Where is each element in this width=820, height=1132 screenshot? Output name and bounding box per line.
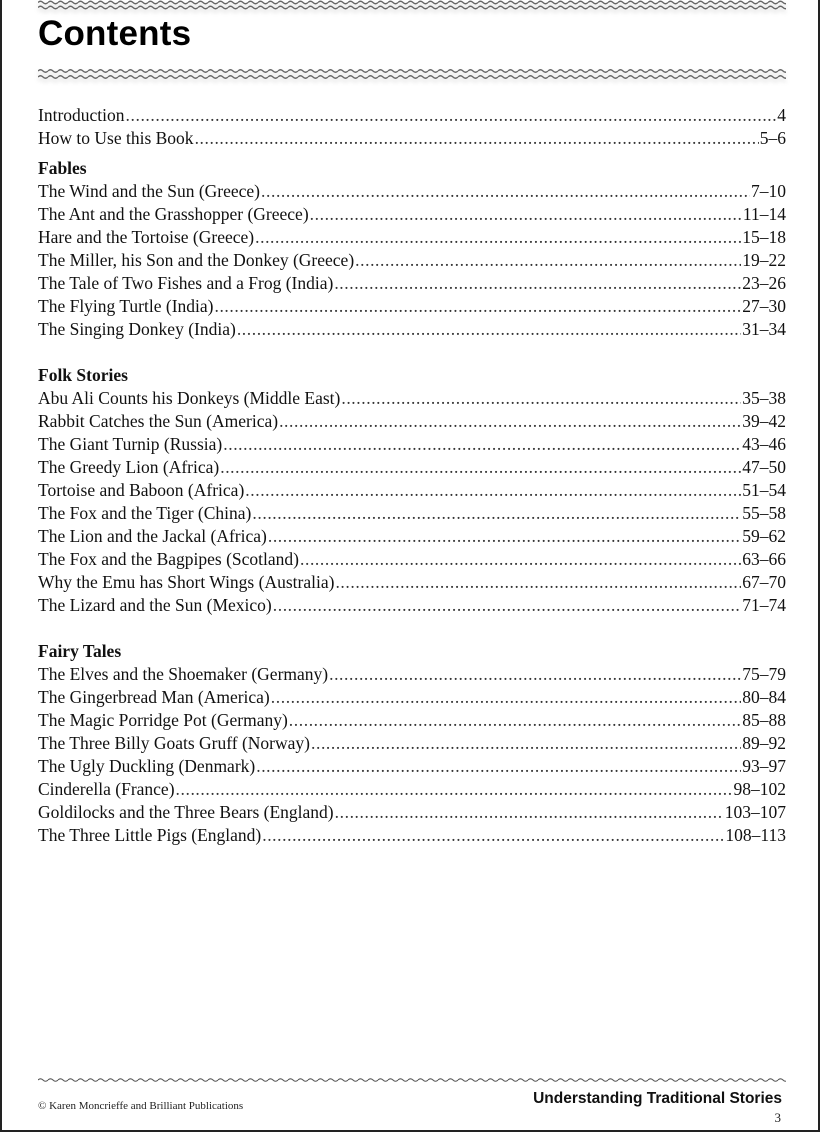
toc-entry-label: Hare and the Tortoise (Greece) xyxy=(38,227,255,247)
dot-leader xyxy=(220,456,741,479)
toc-entry[interactable] xyxy=(38,249,786,272)
toc-entry-label: The Magic Porridge Pot (Germany) xyxy=(38,710,288,730)
toc-entry[interactable] xyxy=(38,479,786,502)
toc-entry-pages: 103–107 xyxy=(724,802,786,822)
toc-entry[interactable] xyxy=(38,203,786,226)
toc-entry[interactable] xyxy=(38,387,786,410)
toc-entry[interactable] xyxy=(38,410,786,433)
dot-leader xyxy=(279,410,741,433)
toc-entry-pages: 63–66 xyxy=(742,549,786,569)
title-wavy-divider xyxy=(38,68,786,76)
dot-leader xyxy=(271,686,741,709)
toc-entry[interactable] xyxy=(38,824,786,847)
dot-leader xyxy=(255,226,741,249)
toc-entry-pages: 39–42 xyxy=(742,411,786,431)
copyright-notice: © Karen Moncrieffe and Brilliant Publications xyxy=(38,1100,244,1112)
dot-leader xyxy=(245,479,741,502)
toc-entry-pages: 98–102 xyxy=(733,779,786,799)
footer-wavy-divider xyxy=(38,1077,786,1085)
toc-entry-label: The Giant Turnip (Russia) xyxy=(38,434,223,454)
table-of-contents xyxy=(38,104,786,847)
dot-leader xyxy=(311,732,741,755)
toc-entry-label: The Greedy Lion (Africa) xyxy=(38,457,220,477)
dot-leader xyxy=(300,548,741,571)
toc-entry-label: The Three Little Pigs (England) xyxy=(38,825,262,845)
toc-entry-label: The Miller, his Son and the Donkey (Greece) xyxy=(38,250,355,270)
toc-entry-pages: 80–84 xyxy=(742,687,786,707)
toc-entry[interactable] xyxy=(38,548,786,571)
toc-entry-label: The Three Billy Goats Gruff (Norway) xyxy=(38,733,310,753)
dot-leader xyxy=(262,824,724,847)
toc-entry-label: The Singing Donkey (India) xyxy=(38,319,236,339)
dot-leader xyxy=(273,594,742,617)
toc-entry-pages: 35–38 xyxy=(742,388,786,408)
toc-entry[interactable] xyxy=(38,709,786,732)
toc-entry-pages: 4 xyxy=(777,105,786,125)
toc-entry-label: Cinderella (France) xyxy=(38,779,175,799)
toc-entry-introduction[interactable] xyxy=(38,104,786,127)
toc-entry[interactable] xyxy=(38,295,786,318)
dot-leader xyxy=(214,295,741,318)
toc-entry-how-to-use[interactable] xyxy=(38,127,786,150)
toc-entry-label: The Tale of Two Fishes and a Frog (India) xyxy=(38,273,334,293)
toc-entry-label: Abu Ali Counts his Donkeys (Middle East) xyxy=(38,388,341,408)
toc-entry[interactable] xyxy=(38,433,786,456)
toc-entry-pages: 108–113 xyxy=(725,825,786,845)
toc-entry-label: The Lion and the Jackal (Africa) xyxy=(38,526,267,546)
toc-entry-label: Tortoise and Baboon (Africa) xyxy=(38,480,245,500)
section-heading-fables: Fables xyxy=(38,158,87,178)
toc-entry[interactable] xyxy=(38,778,786,801)
toc-entry[interactable] xyxy=(38,318,786,341)
top-wavy-divider xyxy=(38,0,786,8)
toc-entry-pages: 89–92 xyxy=(742,733,786,753)
toc-entry-label: The Flying Turtle (India) xyxy=(38,296,214,316)
toc-entry-pages: 5–6 xyxy=(759,128,786,148)
toc-entry[interactable] xyxy=(38,663,786,686)
toc-entry-pages: 11–14 xyxy=(742,204,786,224)
toc-entry[interactable] xyxy=(38,456,786,479)
toc-entry[interactable] xyxy=(38,272,786,295)
toc-entry-label: The Fox and the Bagpipes (Scotland) xyxy=(38,549,299,569)
toc-entry-pages: 15–18 xyxy=(742,227,786,247)
toc-entry[interactable] xyxy=(38,525,786,548)
toc-entry-pages: 7–10 xyxy=(751,181,786,201)
toc-entry-pages: 31–34 xyxy=(742,319,786,339)
toc-entry-pages: 51–54 xyxy=(742,480,786,500)
toc-entry-pages: 71–74 xyxy=(742,595,786,615)
toc-entry-label: Why the Emu has Short Wings (Australia) xyxy=(38,572,335,592)
toc-entry-label: The Wind and the Sun (Greece) xyxy=(38,181,261,201)
page-number: 3 xyxy=(774,1110,781,1125)
toc-entry-pages: 93–97 xyxy=(742,756,786,776)
toc-entry[interactable] xyxy=(38,571,786,594)
dot-leader xyxy=(335,801,724,824)
toc-entry[interactable] xyxy=(38,226,786,249)
dot-leader xyxy=(237,318,741,341)
dot-leader xyxy=(329,663,741,686)
toc-entry-pages: 23–26 xyxy=(742,273,786,293)
toc-entry-label: Goldilocks and the Three Bears (England) xyxy=(38,802,334,822)
toc-entry-label: The Lizard and the Sun (Mexico) xyxy=(38,595,272,615)
toc-entry-pages: 43–46 xyxy=(742,434,786,454)
dot-leader xyxy=(126,104,777,127)
dot-leader xyxy=(310,203,742,226)
toc-entry[interactable] xyxy=(38,755,786,778)
toc-entry[interactable] xyxy=(38,686,786,709)
section-heading-folk-stories: Folk Stories xyxy=(38,365,128,385)
toc-entry[interactable] xyxy=(38,594,786,617)
dot-leader xyxy=(252,502,741,525)
toc-entry[interactable] xyxy=(38,502,786,525)
toc-entry-label: The Ugly Duckling (Denmark) xyxy=(38,756,256,776)
toc-entry[interactable] xyxy=(38,732,786,755)
toc-entry-pages: 47–50 xyxy=(742,457,786,477)
dot-leader xyxy=(289,709,741,732)
dot-leader xyxy=(334,272,741,295)
dot-leader xyxy=(223,433,741,456)
dot-leader xyxy=(268,525,741,548)
dot-leader xyxy=(335,571,741,594)
toc-entry-pages: 75–79 xyxy=(742,664,786,684)
dot-leader xyxy=(256,755,741,778)
toc-entry-label: Rabbit Catches the Sun (America) xyxy=(38,411,279,431)
toc-entry-label: The Ant and the Grasshopper (Greece) xyxy=(38,204,309,224)
dot-leader xyxy=(176,778,733,801)
dot-leader xyxy=(261,180,750,203)
toc-entry-label: The Elves and the Shoemaker (Germany) xyxy=(38,664,329,684)
dot-leader xyxy=(341,387,741,410)
toc-entry-pages: 85–88 xyxy=(742,710,786,730)
toc-entry-pages: 27–30 xyxy=(742,296,786,316)
toc-entry[interactable] xyxy=(38,801,786,824)
toc-entry-pages: 59–62 xyxy=(742,526,786,546)
dot-leader xyxy=(355,249,741,272)
dot-leader xyxy=(195,127,759,150)
toc-entry-label: The Gingerbread Man (America) xyxy=(38,687,270,707)
toc-entry-label: How to Use this Book xyxy=(38,128,194,148)
toc-entry-pages: 55–58 xyxy=(742,503,786,523)
toc-entry-label: Introduction xyxy=(38,105,125,125)
toc-entry-label: The Fox and the Tiger (China) xyxy=(38,503,252,523)
book-title: Understanding Traditional Stories xyxy=(533,1090,782,1107)
page-title: Contents xyxy=(38,14,192,53)
toc-entry-pages: 19–22 xyxy=(742,250,786,270)
section-heading-fairy-tales: Fairy Tales xyxy=(38,641,122,661)
toc-entry[interactable] xyxy=(38,180,786,203)
toc-entry-pages: 67–70 xyxy=(742,572,786,592)
